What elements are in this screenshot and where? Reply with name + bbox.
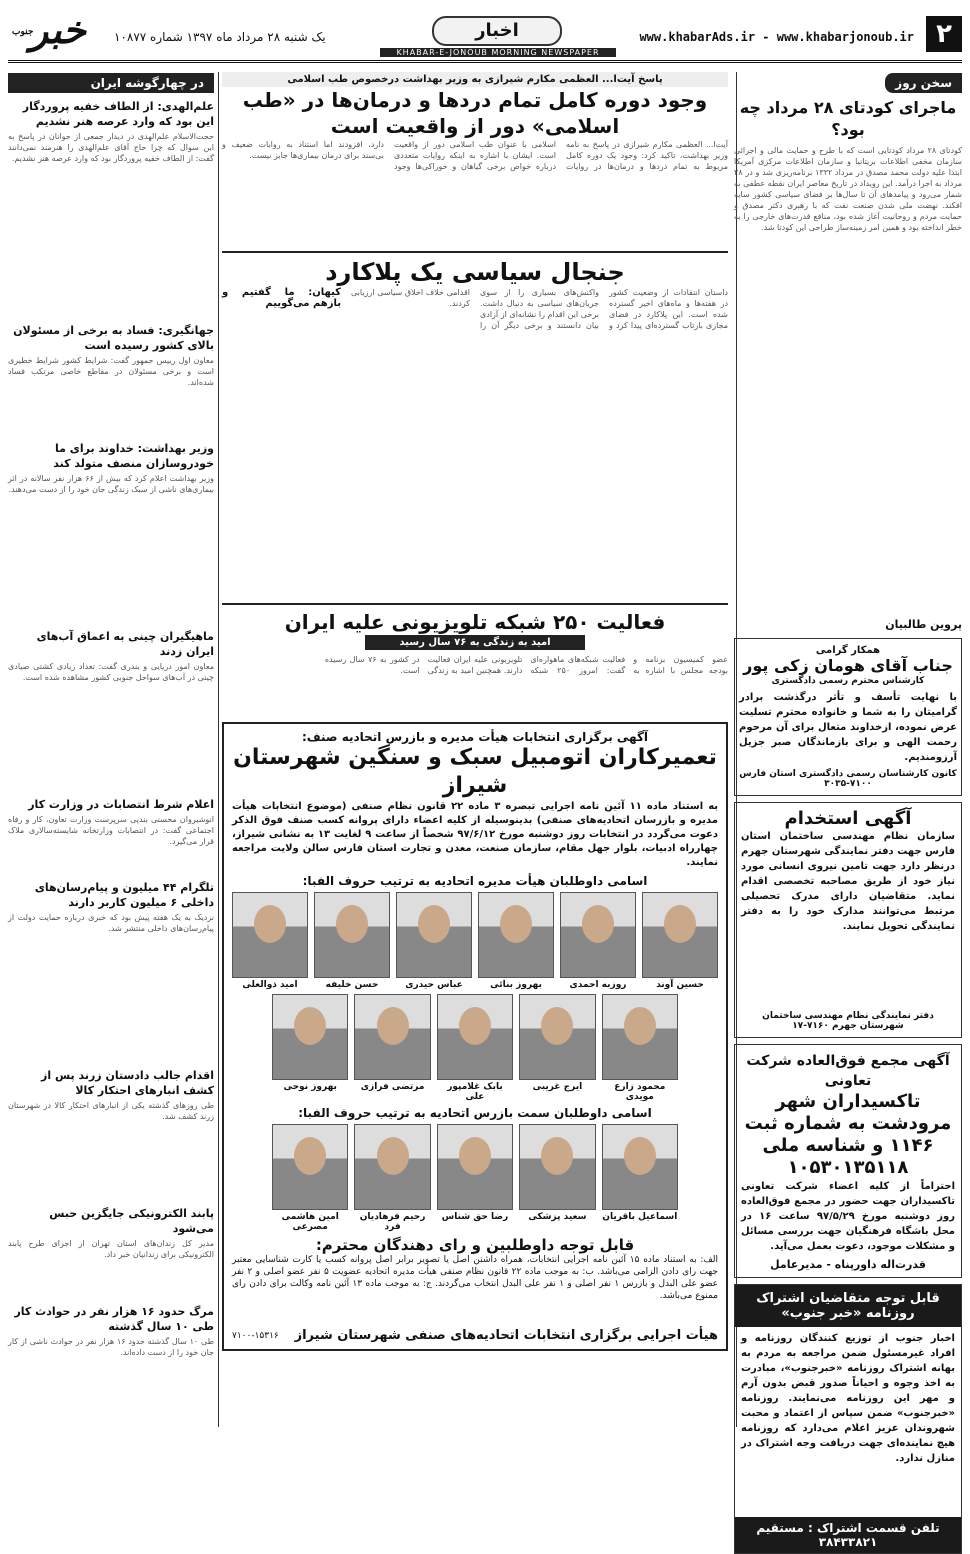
news-item <box>8 441 214 623</box>
headline-tv: فعالیت ۲۵۰ شبکه تلویزیونی علیه ایران <box>284 610 666 634</box>
candidate-name: بهروز نوحی <box>283 1082 337 1092</box>
logo-sub: جنوب <box>12 27 34 37</box>
column-tag: سخن روز <box>885 73 962 93</box>
news-item <box>8 880 214 1062</box>
candidates-row <box>232 892 718 990</box>
hiring-body: سازمان نظام مهندسی ساختمان استان فارس جهت دفتر نمایندگی شهرستان جهرم درنظر دارد جهت تامین نیروی انسانی مورد نیاز خود از طریق مصاحبه تخصصی اقدام نماید. متقاضیان دارای مدرک تحصیلی مرتبط می‌توانند مدارک خود را به دفتر نمایندگی تحویل نمایند. <box>741 831 955 932</box>
hiring-sign: دفتر نمایندگی نظام مهندسی ساختمان شهرستان جهرم ۷۱۶۰-۱۷ <box>762 1011 934 1031</box>
news-title: ماهیگیران چینی به اعماق آب‌های ایران زدند <box>36 630 214 658</box>
candidate <box>272 994 348 1102</box>
candidate <box>519 994 595 1102</box>
news-title: پابند الکترونیکی جایگزین حبس می‌شود <box>49 1207 214 1235</box>
candidate-photo <box>354 1124 430 1210</box>
candidate <box>519 1124 595 1232</box>
candidate <box>354 994 430 1102</box>
ad-sign: هیأت اجرایی برگزاری انتخابات اتحادیه‌های صنفی شهرستان شیراز <box>294 1328 718 1343</box>
editorial-body <box>734 145 962 615</box>
candidate-name: بهروز بنائی <box>490 980 542 990</box>
news-item <box>8 1304 214 1396</box>
hiring-title: آگهی استخدام <box>784 808 912 829</box>
news-body: معاون امور دریایی و بندری گفت: تعداد زیادی کشتی صیادی چینی در آب‌های سواحل جنوبی کشور مشاهده شده است. <box>8 662 214 682</box>
news-item <box>8 797 214 874</box>
candidate-name: رحیم فرهادیان فرد <box>359 1212 426 1232</box>
candidate <box>560 892 636 990</box>
list-title: اسامی داوطلبان هیأت مدیره اتحادیه به ترتیب حروف الفبا: <box>302 874 648 888</box>
news-item <box>8 1068 214 1200</box>
news-title: جهانگیری: فساد به برخی از مسئولان بالای کشور رسیده است <box>13 324 214 352</box>
candidate-photo <box>272 1124 348 1210</box>
column-tag: در چهارگوشه ایران <box>8 73 214 93</box>
candidate <box>437 994 513 1102</box>
subscribe-title: قابل توجه متقاضیان اشتراک روزنامه «خبر جنوب» <box>735 1285 961 1327</box>
candidate-name: حسین آوند <box>656 980 704 990</box>
candidate-photo <box>642 892 718 978</box>
candidate <box>272 1124 348 1232</box>
candidate-name: سعید پزشکی <box>528 1212 587 1222</box>
news-item <box>8 99 214 317</box>
pull-quote: کیهان: ما گفتیم و بازهم می‌گوییم <box>222 287 341 309</box>
center-column <box>222 72 728 1427</box>
notice-title: قابل توجه داوطلبین و رای دهندگان محترم: <box>315 1236 635 1254</box>
story-body: آیت‌ا... العظمی مکارم شیرازی در پاسخ به نامه وزیر بهداشت، تاکید کرد: وجود یک دوره کامل مربوط به تمام دردها و درمان‌ها در روایات اسلامی با عنوان طب اسلامی دور از واقعیت است. ایشان با اشاره به اینکه روایات متعددی درباره خواص برخی گیاهان و خوراکی‌ها وجود دارد، افزودند اما استناد به روایات ضعیف و بی‌سند برای درمان بیماری‌ها جایز نیست. <box>222 140 728 171</box>
subscribe-body: اخبار جنوب از توزیع کنندگان روزنامه و افراد غیرمسئول ضمن مراجعه به مردم به بهانه اشتراک روزنامه «خبرجنوب»، مبادرت به اخذ وجوه و احیاناً صدور قبض بدون آرم و مهر این روزنامه می‌نمایند. روزنامه «خبرجنوب» ضمن سپاس از اعتماد و محبت شهروندان عزیز اعلام می‌دارد که روزنامه هیچ نماینده‌ای جهت دریافت وجه اشتراک در منازل ندارد. <box>741 1333 955 1464</box>
condolence-small: همکار گرامی <box>815 645 881 656</box>
header-rule <box>8 60 962 63</box>
candidate-photo <box>354 994 430 1080</box>
news-title: علم‌الهدی: از الطاف خفیه پروردگار این بود که وارد عرصه هنر نشدیم <box>22 100 214 128</box>
news-body: طی ۱۰ سال گذشته حدود ۱۶ هزار نفر در حوادث ناشی از کار جان خود را از دست داده‌اند. <box>8 1337 215 1357</box>
election-ad <box>222 722 728 1351</box>
inspectors-row <box>272 1124 678 1232</box>
coop-body: احتراماً از کلیه اعضاء شرکت تعاونی تاکسیداران جهت حضور در مجمع فوق‌العاده روز دوشنبه مورخ ۹۷/۵/۲۹ ساعت ۱۶ در محل باشگاه فرهنگیان جهت بررسی مسائل و مشکلات موجود، دعوت بعمل می‌آید. <box>741 1181 955 1252</box>
candidate-photo <box>437 1124 513 1210</box>
condolence-sub: کارشناس محترم رسمی دادگستری <box>771 676 925 686</box>
headline-placard: جنجال سیاسی یک پلاکارد <box>325 258 625 286</box>
coop-ad <box>734 1044 962 1278</box>
coop-sign: قدرت‌اله داورپناه - مدیرعامل <box>770 1258 926 1271</box>
news-title: تلگرام ۴۴ میلیون و پیام‌رسان‌های داخلی ۶ میلیون کاربر دارند <box>34 881 214 909</box>
subscribe-phone: تلفن قسمت اشتراک : مستقیم ۳۸۴۳۳۸۲۱ <box>735 1517 961 1553</box>
candidate-photo <box>232 892 308 978</box>
news-title: اقدام جالب دادستان زرند پس از کشف انبارهای احتکار کالا <box>41 1069 214 1097</box>
site-urls[interactable]: www.khabarAds.ir - www.khabarjonoub.ir <box>639 30 914 44</box>
candidate-photo <box>396 892 472 978</box>
candidate-name: امین هاشمی مصرعی <box>281 1212 339 1232</box>
headline-main: وجود دوره کامل تمام دردها و درمان‌ها در «طب اسلامی» دور از واقعیت است <box>242 88 708 138</box>
news-body: طی روزهای گذشته یکی از انبارهای احتکار کالا در شهرستان زرند کشف شد. <box>8 1101 214 1121</box>
candidate-name: ایرج غریبی <box>532 1082 583 1092</box>
news-item <box>8 323 214 435</box>
editorial-author: پروین طالبیان <box>885 618 962 631</box>
column-divider <box>218 72 219 1427</box>
editorial-text: کودتای ۲۸ مرداد کودتایی است که با طرح و حمایت مالی و اجرائی سازمان مخفی اطلاعات بریتانیا و سازمان اطلاعات مرکزی آمریکا ابتدا علیه دولت محمد مصدق در مرداد ۱۳۳۲ برنامه‌ریزی شد و در ۲۸ مرداد به اجرا درآمد. این رویداد در تاریخ معاصر ایران نقطه عطفی به شمار می‌رود و پیامدهای آن تا سال‌ها بر فضای سیاسی کشور سایه افکند. نهضت ملی شدن صنعت نفت که با رهبری دکتر مصدق و حمایت مردم و روحانیت آغاز شده بود، منافع قدرت‌های خارجی را به خطر انداخته بود و همین امر زمینه‌ساز طراحی این کودتا شد. <box>734 146 962 232</box>
right-column <box>734 72 962 1549</box>
masthead <box>8 8 962 60</box>
news-body: انوشیروان محسنی بندپی سرپرست وزارت تعاون، کار و رفاه اجتماعی گفت: در انتصابات وزارتخانه شایسته‌سالاری ملاک قرار می‌گیرد. <box>8 815 214 846</box>
story-body: عضو کمیسیون برنامه و بودجه مجلس با اشاره به فعالیت شبکه‌های ماهواره‌ای گفت: امروز ۲۵۰ شبکه تلویزیونی علیه ایران فعالیت دارند. همچنین امید به زندگی در کشور به ۷۶ سال رسیده است. <box>324 655 728 675</box>
coop-big: تاکسیداران شهر مرودشت به شماره ثبت ۱۱۴۶ و شناسه ملی ۱۰۵۳۰۱۳۵۱۱۸ <box>744 1091 952 1178</box>
candidate-photo <box>314 892 390 978</box>
condolence-body: با نهایت تأسف و تأثر درگذشت برادر گرامیتان را به شما و خانواده محترم تسلیت عرض نموده، ازخداوند متعال برای آن مرحوم رحمت الهی و برای بازماندگان صبر جزیل آرزومندیم. <box>739 692 957 763</box>
news-body: حجت‌الاسلام علم‌الهدی در دیدار جمعی از جوانان در پاسخ به این سوال که چرا حاج آقای علم‌الهدی را هنرمند نمی‌دانند گفت: از الطاف خفیه پروردگار بود که وارد عرصه هنر نشدیم. <box>8 132 214 163</box>
candidate-name: بابک غلامپور علی <box>447 1082 503 1102</box>
candidate-photo <box>560 892 636 978</box>
candidate <box>314 892 390 990</box>
candidate-photo <box>272 994 348 1080</box>
candidate-name: امید ذوالعلی <box>242 980 298 990</box>
kicker: پاسخ آیت‌ا... العظمی مکارم شیرازی به وزیر بهداشت درخصوص طب اسلامی <box>222 72 728 87</box>
logo-text: خبر <box>30 7 86 52</box>
candidate-name: مرتضی فرازی <box>360 1082 425 1092</box>
condolence-ad <box>734 638 962 796</box>
candidate <box>602 994 678 1102</box>
candidate <box>232 892 308 990</box>
news-body: معاون اول رییس جمهور گفت: شرایط کشور شرایط خطیری است و برخی مسئولان در مقاطع خاصی مرتکب فساد شده‌اند. <box>8 356 214 387</box>
hiring-ad <box>734 802 962 1038</box>
list-title: اسامی داوطلبان سمت بازرس اتحادیه به ترتیب حروف الفبا: <box>298 1106 652 1120</box>
candidate-name: اسماعیل باقریان <box>602 1212 678 1222</box>
placard-text: داستان انتقادات از وضعیت کشور در هفته‌ها و ماه‌های اخیر گسترده شده است. این پلاکارد در فضای مجازی بازتاب گسترده‌ای پیدا کرد و واکنش‌های بسیاری را از سوی جریان‌های سیاسی به دنبال داشت. برخی این اقدام را نشانه‌ای از آزادی بیان دانستند و برخی دیگر آن را اقدامی خلاف اخلاق سیاسی ارزیابی کردند. <box>351 288 728 330</box>
date-line: یک شنبه ۲۸ مرداد ماه ۱۳۹۷ شماره ۱۰۸۷۷ <box>114 30 326 44</box>
story-body <box>222 287 728 599</box>
news-title: مرگ حدود ۱۶ هزار نفر در حوادث کار طی ۱۰ سال گذشته <box>14 1305 214 1333</box>
candidate-name: محمود زارع مویدی <box>614 1082 666 1102</box>
candidates-row <box>272 994 678 1102</box>
notice-body: الف: به استناد ماده ۱۵ آئین نامه اجرایی انتخابات، همراه داشتن اصل یا تصویر برابر اصل پروانه کسب یا کارت شناسایی معتبر جهت رای دادن الزامی می‌باشد. ب: به موجب ماده ۲۲ قانون نظام صنفی هیأت مدیره اتحادیه عضویت ۵ نفر عضو اصلی و ۲ نفر عضو علی البدل و بازرس ۱ نفر اصلی و ۱ نفر علی البدل انتخاب می‌گردند. ج: به موجب ماده ۱۳ آئین نامه وکالت برای دادن رای ممنوع می‌باشد. <box>232 1255 719 1301</box>
candidate-name: روزبه احمدی <box>569 980 627 990</box>
ad-body: به استناد ماده ۱۱ آئین نامه اجرایی تبصره ۳ ماده ۲۲ قانون نظام صنفی (موضوع انتخابات هیأت مدیره و بازرسان اتحادیه‌های صنفی) بدینوسیله از کلیه اعضاء دارای پروانه کسب صنف فوق الذکر دعوت می‌گردد در انتخابات روز دوشنبه مورخ ۹۷/۶/۱۲ شخصاً از ساعت ۹ لغایت ۱۳ به نشانی شیراز، چهارراه ادبیات، بلوار جهل مقام، سازمان صنعت، معدن و تجارت استان فارس سالن ولایت مراجعه نمایند. <box>232 801 719 868</box>
section-title: اخبار <box>432 16 562 46</box>
candidate <box>437 1124 513 1232</box>
candidate-photo <box>478 892 554 978</box>
english-name: KHABAR-E-JONOUB MORNING NEWSPAPER <box>380 48 616 57</box>
candidate <box>478 892 554 990</box>
candidate-photo <box>602 1124 678 1210</box>
candidate-name: عباس حیدری <box>405 980 463 990</box>
condolence-name: جناب آقای هومان زکی پور <box>743 656 953 675</box>
candidate <box>396 892 472 990</box>
news-item <box>8 629 214 791</box>
news-item <box>8 1206 214 1298</box>
coop-title: آگهی مجمع فوق‌العاده شرکت تعاونی <box>746 1053 950 1089</box>
candidate <box>602 1124 678 1232</box>
condolence-sign: کانون کارشناسان رسمی دادگستری استان فارس ۷۱۰۰-۳۰۳۵ <box>739 769 957 789</box>
ad-footer <box>232 1328 718 1343</box>
subscribe-ad <box>734 1284 962 1554</box>
candidate-photo <box>602 994 678 1080</box>
candidate <box>642 892 718 990</box>
candidate-name: حسن خلیفه <box>325 980 379 990</box>
ad-title: تعمیرکاران اتومبیل سبک و سنگین شهرستان شیراز <box>233 745 717 798</box>
candidate-name: رضا حق شناس <box>441 1212 509 1222</box>
candidate-photo <box>519 994 595 1080</box>
news-title: اعلام شرط انتصابات در وزارت کار <box>28 798 214 811</box>
subhead-tv: امید به زندگی به ۷۶ سال رسید <box>365 635 585 650</box>
candidate <box>354 1124 430 1232</box>
logo <box>8 8 108 56</box>
news-title: وزیر بهداشت: خداوند برای ما خودروسازان منصف متولد کند <box>53 442 214 470</box>
news-body: نزدیک به یک هفته پیش بود که خبری درباره حمایت دولت از پیام‌رسان‌های داخلی منتشر شد. <box>8 913 214 933</box>
candidate-photo <box>519 1124 595 1210</box>
editorial-title: ماجرای کودتای ۲۸ مرداد چه بود؟ <box>739 98 957 139</box>
candidate-photo <box>437 994 513 1080</box>
page-number: ۲ <box>926 16 962 52</box>
ad-kicker: آگهی برگزاری انتخابات هیأت مدیره و بازرس اتحادیه صنف: <box>301 730 649 744</box>
left-column <box>8 72 214 1427</box>
ad-code: ۷۱۰۰-۱۵۳۱۶ <box>232 1330 279 1341</box>
news-body: وزیر بهداشت اعلام کرد که بیش از ۶۶ هزار نفر سالانه در اثر بیماری‌های ناشی از سبک زندگی جان خود را از دست می‌دهند. <box>8 474 214 494</box>
news-body: مدیر کل زندان‌های استان تهران از اجرای طرح پابند الکترونیکی برای زندانیان خبر داد. <box>8 1239 214 1259</box>
